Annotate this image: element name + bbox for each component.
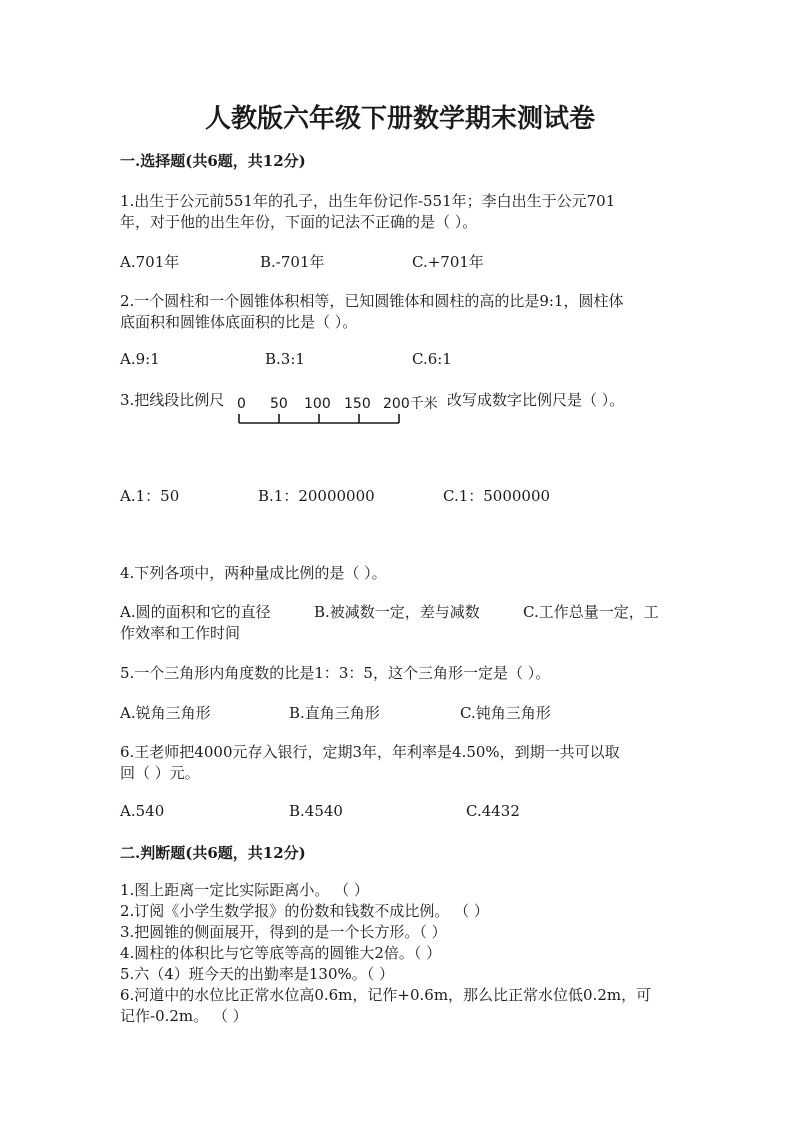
question-2-option-b[interactable]: B.3:1: [265, 350, 305, 368]
question-6-option-b[interactable]: B.4540: [289, 802, 343, 820]
question-1-option-c[interactable]: C.+701年: [412, 253, 484, 271]
line-scale-figure: [236, 392, 454, 428]
question-4-option-b[interactable]: B.被减数一定，差与减数: [314, 603, 480, 621]
question-2-line-2: 底面积和圆锥体底面积的比是（ ）。: [120, 313, 358, 331]
section-heading-judgment: 二.判断题(共6题，共12分): [120, 844, 306, 862]
scale-label-50: 50: [270, 396, 288, 412]
question-4-option-a[interactable]: A.圆的面积和它的直径: [120, 603, 271, 621]
question-3-suffix: 改写成数字比例尺是（ ）。: [447, 391, 625, 409]
judgment-item-3: 3.把圆锥的侧面展开，得到的是一个长方形。（ ）: [120, 923, 447, 941]
question-1-option-b[interactable]: B.-701年: [260, 253, 325, 271]
judgment-item-4: 4.圆柱的体积比与它等底等高的圆锥大2倍。（ ）: [120, 944, 442, 962]
scale-label-100: 100: [304, 396, 331, 412]
question-4-option-c[interactable]: C.工作总量一定，工: [523, 603, 659, 621]
question-5-option-b[interactable]: B.直角三角形: [289, 704, 380, 722]
section-heading-choice: 一.选择题(共6题，共12分): [120, 152, 306, 170]
question-1-line-2: 年，对于他的出生年份，下面的记法不正确的是（ ）。: [120, 213, 478, 231]
question-5-option-a[interactable]: A.锐角三角形: [120, 704, 211, 722]
question-1-line-1: 1.出生于公元前551年的孔子，出生年份记作-551年；李白出生于公元701: [120, 192, 616, 210]
scale-label-150: 150: [344, 396, 371, 412]
scale-label-200: 200千米: [383, 396, 438, 412]
question-4-line-1: 4.下列各项中，两种量成比例的是（ ）。: [120, 564, 387, 582]
question-5-line-1: 5.一个三角形内角度数的比是1：3：5，这个三角形一定是（ ）。: [120, 664, 551, 682]
judgment-item-5: 5.六（4）班今天的出勤率是130%。（ ）: [120, 965, 395, 983]
question-5-option-c[interactable]: C.钝角三角形: [460, 704, 551, 722]
judgment-item-6-line-1: 6.河道中的水位比正常水位高0.6m，记作+0.6m，那么比正常水位低0.2m，可: [120, 986, 652, 1004]
question-6-option-a[interactable]: A.540: [120, 802, 165, 820]
question-6-line-2: 回（ ）元。: [120, 764, 200, 782]
question-3-option-a[interactable]: A.1：50: [120, 487, 180, 505]
question-3-option-b[interactable]: B.1：20000000: [258, 487, 375, 505]
question-6-option-c[interactable]: C.4432: [466, 802, 520, 820]
question-2-option-a[interactable]: A.9:1: [120, 350, 160, 368]
question-3-option-c[interactable]: C.1：5000000: [443, 487, 551, 505]
judgment-item-1: 1.图上距离一定比实际距离小。 （ ）: [120, 881, 369, 899]
page-title: 人教版六年级下册数学期末测试卷: [204, 104, 595, 134]
judgment-item-6-line-2: 记作-0.2m。 （ ）: [120, 1007, 248, 1025]
question-2-option-c[interactable]: C.6:1: [412, 350, 452, 368]
question-1-option-a[interactable]: A.701年: [120, 253, 180, 271]
scale-label-0: 0: [237, 396, 246, 412]
question-6-line-1: 6.王老师把4000元存入银行，定期3年，年利率是4.50%，到期一共可以取: [120, 743, 620, 761]
question-4-option-c-continuation: 作效率和工作时间: [120, 624, 241, 642]
question-2-line-1: 2.一个圆柱和一个圆锥体积相等，已知圆锥体和圆柱的高的比是9:1，圆柱体: [120, 292, 624, 310]
question-3-prefix: 3.把线段比例尺: [120, 391, 225, 409]
judgment-item-2: 2.订阅《小学生数学报》的份数和钱数不成比例。 （ ）: [120, 902, 489, 920]
